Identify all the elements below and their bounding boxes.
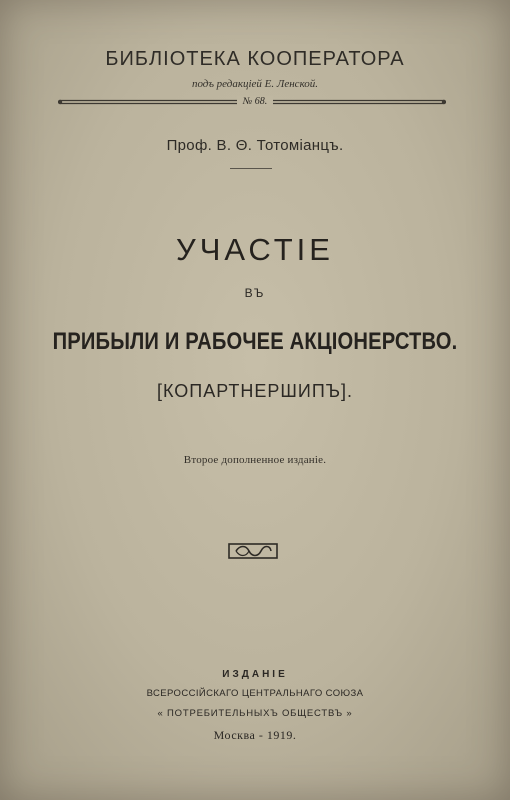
title-subtitle: ПРИБЫЛИ И РАБОЧЕЕ АКЦIОНЕРСТВО. — [52, 328, 458, 355]
imprint-publisher: ВСЕРОССIЙСКАГО ЦЕНТРАЛЬНАГО СОЮЗА — [146, 688, 364, 699]
imprint-publisher-name: « ПОТРЕБИТЕЛЬНЫХЪ ОБЩЕСТВЪ » — [157, 708, 353, 719]
edition-note: Второе дополненное изданiе. — [183, 454, 327, 466]
author-name: Проф. В. Θ. Тотомiанцъ. — [166, 137, 344, 154]
ornament-icon — [228, 541, 278, 561]
title-main: УЧАСТIЕ — [176, 232, 334, 267]
editor-line: подъ редакцiей Е. Ленской. — [191, 78, 319, 90]
title-parenthetical: [КОПАРТНЕРШИПЪ]. — [156, 381, 354, 401]
series-title: БИБЛIОТЕКА КООПЕРАТОРА — [105, 48, 405, 70]
imprint-label: ИЗДАНIЕ — [222, 669, 288, 680]
imprint-place-year: Москва - 1919. — [213, 728, 297, 742]
divider — [230, 168, 272, 169]
series-number: № 68. — [0, 96, 510, 107]
title-connector: ВЪ — [244, 286, 266, 300]
